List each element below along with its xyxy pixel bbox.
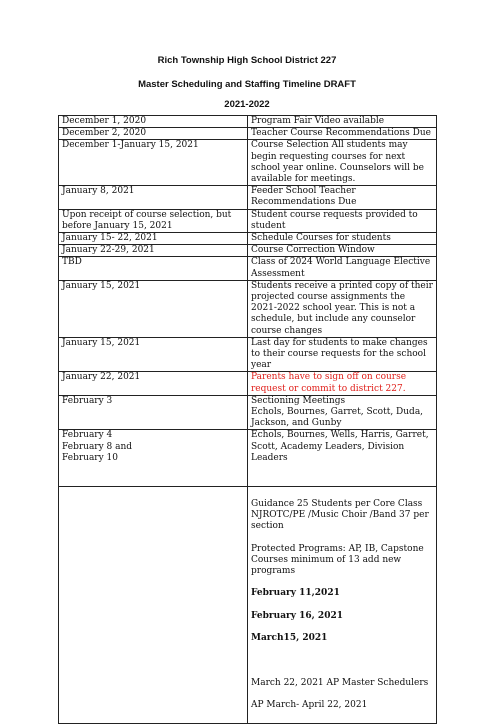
row-event: Student course requests provided to student [248,209,437,232]
school-year: 2021-2022 [224,99,270,110]
row-event-highlight: Parents have to sign off on course request or commit to district 227. [248,372,437,395]
document-title: Master Scheduling and Staffing Timeline DRAFT [138,79,356,90]
row-event: Students receive a printed copy of their projected course assignments the 2021-2022 school year. This is not a schedule, but include any counselor course changes [248,280,437,337]
protected-programs-text: Protected Programs: AP, IB, Capstone Courses minimum of 13 add new programs [251,543,424,576]
table-row [59,395,437,430]
table-row [59,257,437,280]
key-date: February 11,2021 [251,588,340,599]
row-date: January 22, 2021 [59,372,248,395]
table-row [59,245,437,257]
table-row [59,372,437,395]
table-row [59,233,437,245]
row-event: Echols, Bournes, Wells, Harris, Garret, Scott, Academy Leaders, Division Leaders [248,430,437,487]
row-date: January 15- 22, 2021 [59,233,248,245]
ap-window-text: AP March- April 22, 2021 [251,700,368,711]
row-date: January 15, 2021 [59,280,248,337]
row-event: Last day for students to make changes to their course requests for the school year [248,337,437,372]
row-date: December 2, 2020 [59,128,248,140]
row-event: Schedule Courses for students [248,233,437,245]
row-event: Teacher Course Recommendations Due [248,128,437,140]
table-row [59,280,437,337]
district-title: Rich Township High School District 227 [157,55,337,66]
timeline-table [58,115,437,724]
row-date: February 4 February 8 and February 10 [59,430,248,487]
row-event: Feeder School Teacher Recommendations Due [248,186,437,209]
row-date: Upon receipt of course selection, but before January 15, 2021 [59,209,248,232]
row-date: January 15, 2021 [59,337,248,372]
row-date: January 8, 2021 [59,186,248,209]
row-event: Class of 2024 World Language Elective Assessment [248,257,437,280]
row-date: February 3 [59,395,248,430]
table-row [59,116,437,128]
table-row [59,337,437,372]
table-row [59,186,437,209]
row-event: Course Correction Window [248,245,437,257]
row-date [59,487,248,723]
row-event: Program Fair Video available [248,116,437,128]
ap-master-text: March 22, 2021 AP Master Schedulers [251,677,429,688]
guidance-text: Guidance 25 Students per Core Class NJROTC/PE /Music Choir /Band 37 per section [251,498,429,532]
row-date: January 22-29, 2021 [59,245,248,257]
key-date: February 16, 2021 [251,610,343,621]
table-row [59,209,437,232]
row-event: Sectioning Meetings Echols, Bournes, Garret, Scott, Duda, Jackson, and Gunby [248,395,437,430]
table-row [59,430,437,487]
row-date: December 1, 2020 [59,116,248,128]
spacer [251,656,433,667]
table-row [59,140,437,186]
table-row [59,487,437,723]
row-date: TBD [59,257,248,280]
row-event-details [248,487,437,723]
row-event: Course Selection All students may begin requesting courses for next school year online. Counselors will be available for meetings. [248,140,437,186]
table-row [59,128,437,140]
key-date: March15, 2021 [251,633,328,644]
row-date: December 1-January 15, 2021 [59,140,248,186]
